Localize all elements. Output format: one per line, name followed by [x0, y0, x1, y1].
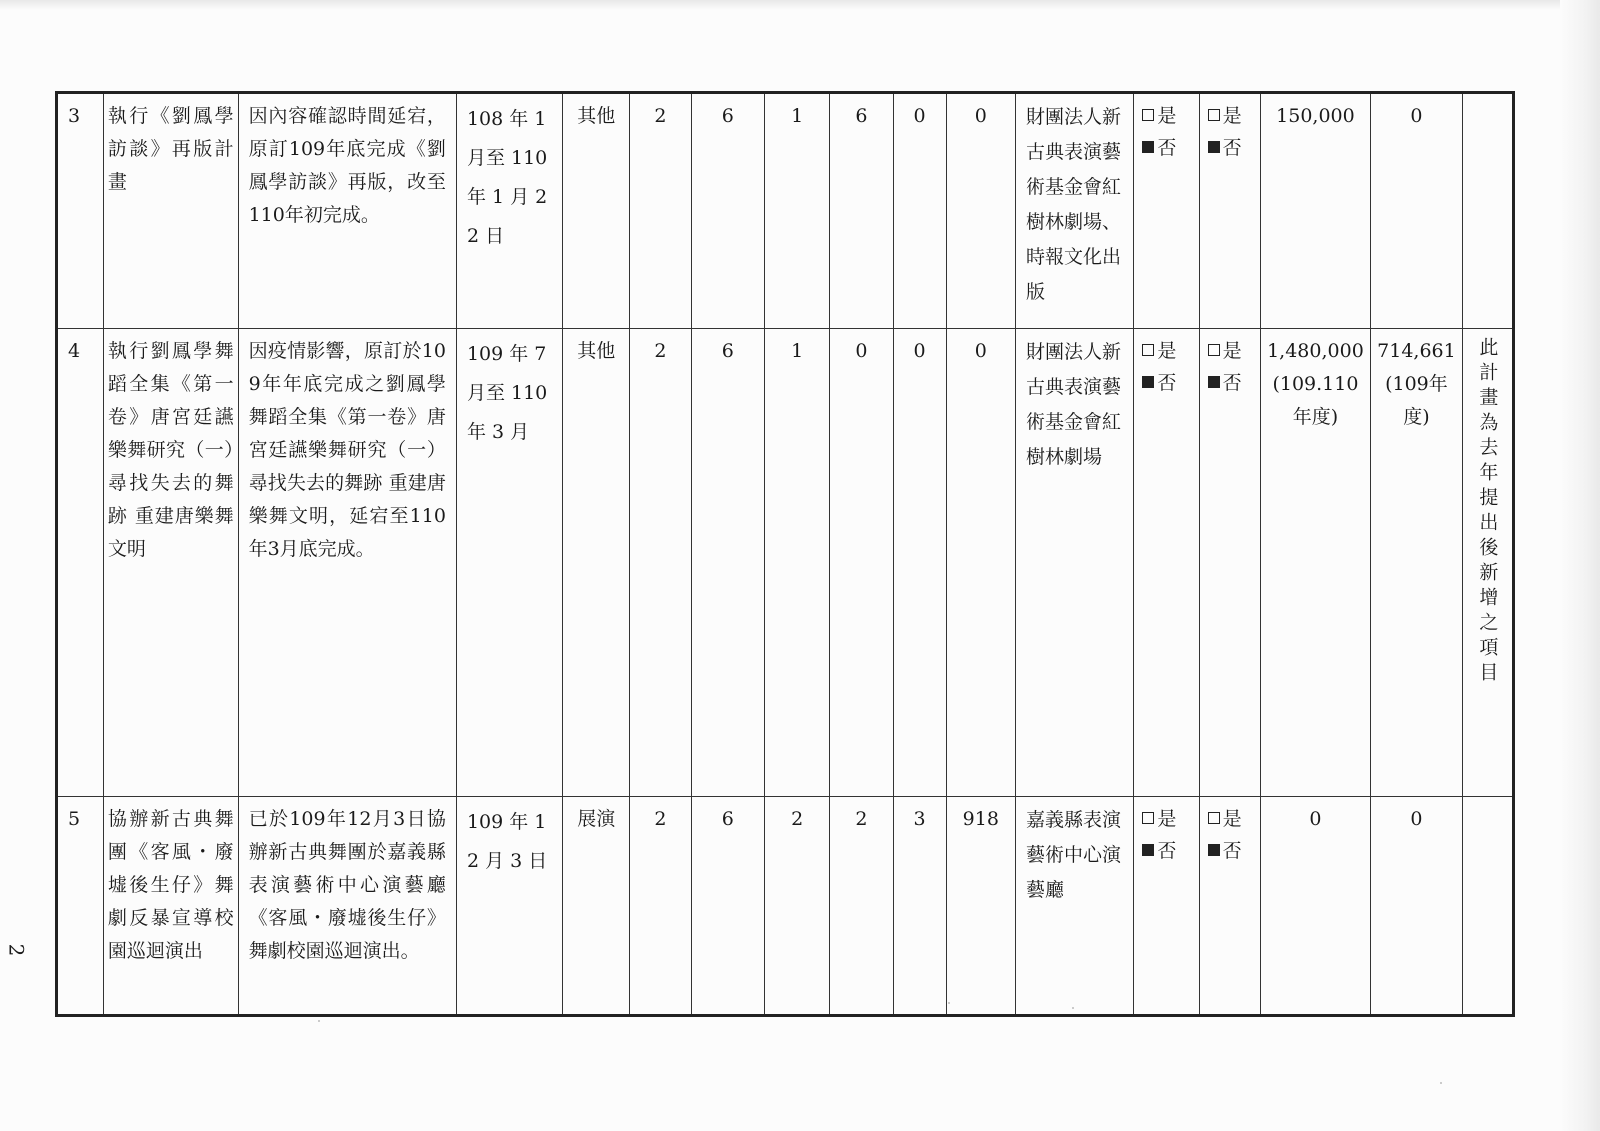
amount-1: 0 [1260, 797, 1370, 1016]
count-col-6: 918 [946, 797, 1015, 1016]
row-number: 3 [57, 93, 104, 329]
organizer: 財團法人新古典表演藝術基金會紅樹林劇場 [1016, 329, 1134, 797]
option-yes: 是 [1222, 340, 1242, 362]
row-number: 4 [57, 329, 104, 797]
count-col-3: 1 [765, 93, 830, 329]
count-col-3: 1 [765, 329, 830, 797]
option-no: 否 [1222, 137, 1242, 159]
remarks [1462, 797, 1513, 1016]
amount-1: 150,000 [1260, 93, 1370, 329]
count-col-1: 2 [630, 329, 691, 797]
checkbox-group-1 [1134, 797, 1199, 1016]
scan-shadow-top [0, 0, 1560, 10]
checked-box-icon [1208, 376, 1220, 388]
remarks [1462, 93, 1513, 329]
execution-period: 108 年 1 月至 110 年 1 月 22 日 [456, 93, 562, 329]
delay-reason: 因疫情影響，原訂於109年年底完成之劉鳳學舞蹈全集《第一卷》唐宮廷讌樂舞研究（一）尋找失去的舞跡 重建唐樂舞文明，延宕至110年3月底完成。 [238, 329, 456, 797]
option-no: 否 [1157, 372, 1177, 394]
unchecked-box-icon [1208, 109, 1220, 121]
unchecked-box-icon [1142, 344, 1154, 356]
option-yes: 是 [1157, 808, 1177, 830]
option-yes: 是 [1157, 340, 1177, 362]
count-col-2: 6 [691, 329, 764, 797]
table-row [57, 797, 1514, 1016]
amount-2: 0 [1371, 797, 1463, 1016]
amount-1: 1,480,000 (109.110年度) [1260, 329, 1370, 797]
checked-box-icon [1142, 376, 1154, 388]
count-col-3: 2 [765, 797, 830, 1016]
execution-period: 109 年 12 月 3 日 [456, 797, 562, 1016]
checked-box-icon [1142, 141, 1154, 153]
option-no: 否 [1157, 840, 1177, 862]
page-number: 2 [4, 943, 29, 957]
row-number: 5 [57, 797, 104, 1016]
count-col-4: 0 [830, 329, 893, 797]
count-col-5: 3 [893, 797, 946, 1016]
scan-speck [318, 1020, 320, 1022]
project-name: 執行劉鳳學舞蹈全集《第一卷》唐宮廷讌樂舞研究（一）尋找失去的舞跡 重建唐樂舞文明 [103, 329, 238, 797]
organizer: 嘉義縣表演藝術中心演藝廳 [1016, 797, 1134, 1016]
count-col-1: 2 [630, 797, 691, 1016]
option-no: 否 [1157, 137, 1177, 159]
count-col-5: 0 [893, 329, 946, 797]
project-name: 執行《劉鳳學訪談》再版計畫 [103, 93, 238, 329]
option-yes: 是 [1222, 808, 1242, 830]
amount-2: 0 [1371, 93, 1463, 329]
remarks [1462, 329, 1513, 797]
count-col-4: 2 [830, 797, 893, 1016]
scan-shadow-right [1560, 0, 1600, 1131]
checkbox-group-2 [1199, 797, 1260, 1016]
activity-type: 展演 [563, 797, 630, 1016]
project-table [55, 91, 1515, 1017]
checked-box-icon [1208, 141, 1220, 153]
checkbox-group-1 [1134, 329, 1199, 797]
delay-reason: 已於109年12月3日協辦新古典舞團於嘉義縣表演藝術中心演藝廳《客風・廢墟後生仔》舞劇校園巡迴演出。 [238, 797, 456, 1016]
unchecked-box-icon [1208, 812, 1220, 824]
count-col-5: 0 [893, 93, 946, 329]
unchecked-box-icon [1142, 812, 1154, 824]
amount-2: 714,661 (109年度) [1371, 329, 1463, 797]
option-yes: 是 [1157, 105, 1177, 127]
checkbox-group-1 [1134, 93, 1199, 329]
checked-box-icon [1208, 844, 1220, 856]
unchecked-box-icon [1208, 344, 1220, 356]
delay-reason: 因內容確認時間延宕，原訂109年底完成《劉鳳學訪談》再版，改至110年初完成。 [238, 93, 456, 329]
count-col-2: 6 [691, 797, 764, 1016]
count-col-4: 6 [830, 93, 893, 329]
option-no: 否 [1222, 840, 1242, 862]
option-yes: 是 [1222, 105, 1242, 127]
unchecked-box-icon [1142, 109, 1154, 121]
count-col-1: 2 [630, 93, 691, 329]
checkbox-group-2 [1199, 329, 1260, 797]
count-col-2: 6 [691, 93, 764, 329]
scan-speck [1440, 1082, 1442, 1084]
execution-period: 109 年 7 月至 110 年 3 月 [456, 329, 562, 797]
option-no: 否 [1222, 372, 1242, 394]
count-col-6: 0 [946, 93, 1015, 329]
table-row [57, 93, 1514, 329]
activity-type: 其他 [563, 329, 630, 797]
table-row [57, 329, 1514, 797]
organizer: 財團法人新古典表演藝術基金會紅樹林劇場、時報文化出版 [1016, 93, 1134, 329]
project-name: 協辦新古典舞團《客風・廢墟後生仔》舞劇反暴宣導校園巡迴演出 [103, 797, 238, 1016]
checkbox-group-2 [1199, 93, 1260, 329]
remarks-text: 此計畫為去年提出後新增之項目 [1476, 337, 1499, 687]
activity-type: 其他 [563, 93, 630, 329]
checked-box-icon [1142, 844, 1154, 856]
count-col-6: 0 [946, 329, 1015, 797]
